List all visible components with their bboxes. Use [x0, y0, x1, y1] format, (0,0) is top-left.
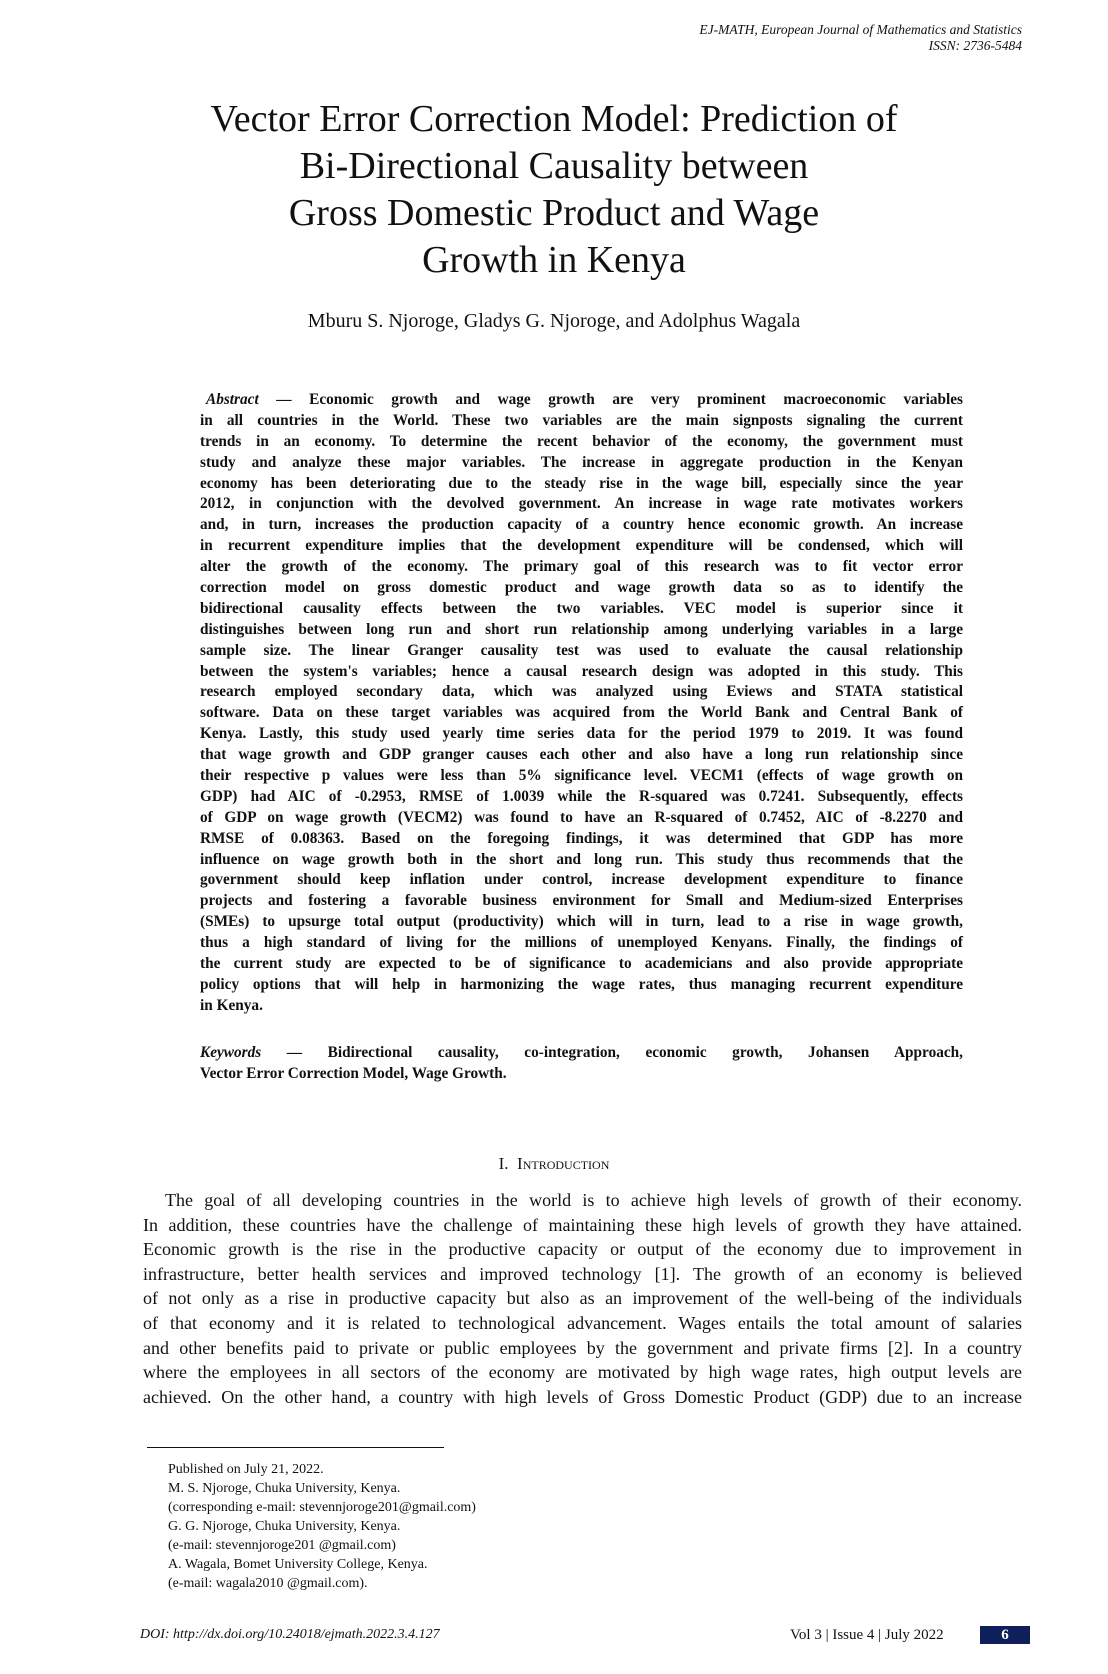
abstract-dash: —	[258, 391, 310, 408]
abstract-text: influence on wage growth both in the short and long run. This study thus recommends that the	[200, 850, 963, 868]
footnote-rule	[147, 1447, 444, 1448]
abstract-text: trends in an economy. To determine the recent behavior of the economy, the government must	[200, 432, 963, 450]
abstract-line	[200, 453, 963, 474]
section-heading	[0, 1154, 1108, 1174]
abstract-text: bidirectional causality effects between the two variables. VEC model is superior since it	[200, 599, 963, 617]
abstract-text: study and analyze these major variables. The increase in aggregate production in the Kenyan	[200, 453, 963, 471]
abstract-text: 2012, in conjunction with the devolved government. An increase in wage rate motivates workers	[200, 495, 963, 513]
journal-name: EJ-MATH, European Journal of Mathematics and Statistics	[699, 22, 1022, 37]
abstract-text: (SMEs) to upsurge total output (productivity) which will in turn, lead to a rise in wage growth,	[200, 913, 963, 931]
abstract-text: distinguishes between long run and short run relationship among underlying variables in a large	[200, 620, 963, 638]
paragraph-line: of not only as a rise in productive capacity but also as an improvement of the well-being of the individuals	[143, 1288, 1022, 1309]
abstract-line	[200, 829, 963, 850]
abstract-line	[200, 557, 963, 578]
abstract-line	[200, 662, 963, 683]
footnote-line: (e-mail: wagala2010 @gmail.com).	[168, 1576, 368, 1591]
abstract	[200, 390, 963, 1017]
abstract-line	[200, 870, 963, 891]
title-line: Vector Error Correction Model: Prediction of	[210, 98, 898, 140]
keywords-label: Keywords	[200, 1044, 262, 1061]
abstract-line	[200, 703, 963, 724]
paragraph-line: Economic growth is the rise in the productive capacity or output of the economy due to improvement in	[143, 1239, 1022, 1260]
abstract-text: Economic growth and wage growth are very prominent macroeconomic variables	[309, 391, 963, 408]
abstract-line	[200, 766, 963, 787]
keywords-line	[200, 1064, 963, 1085]
abstract-line	[200, 494, 963, 515]
abstract-text: their respective p values were less than 5% significance level. VECM1 (effects of wage growth on	[200, 767, 963, 785]
abstract-line	[200, 850, 963, 871]
abstract-text: between the system's variables; hence a causal research design was adopted in this study. This	[200, 662, 963, 680]
keywords	[200, 1043, 963, 1085]
footnote-line: (corresponding e-mail: stevennjoroge201@gmail.com)	[168, 1500, 476, 1515]
abstract-text: RMSE of 0.08363. Based on the foregoing findings, it was determined that GDP has more	[200, 829, 963, 847]
footnote-line: A. Wagala, Bomet University College, Kenya.	[168, 1557, 428, 1572]
abstract-text: software. Data on these target variables was acquired from the World Bank and Central Bank of	[200, 704, 963, 722]
paragraph-line: infrastructure, better health services and improved technology [1]. The growth of an economy is believed	[143, 1263, 1022, 1284]
section-title: Introduction	[517, 1154, 610, 1173]
abstract-line	[200, 432, 963, 453]
title-line: Growth in Kenya	[422, 239, 686, 281]
journal-issn: ISSN: 2736-5484	[928, 38, 1022, 53]
paper-title	[0, 96, 1108, 284]
abstract-line	[200, 891, 963, 912]
abstract-text: in Kenya.	[200, 996, 263, 1014]
abstract-text: in all countries in the World. These two variables are the main signposts signaling the current	[200, 411, 963, 429]
abstract-text: GDP) had AIC of -0.2953, RMSE of 1.0039 while the R-squared was 0.7241. Subsequently, effects	[200, 787, 963, 805]
abstract-text: in recurrent expenditure implies that the development expenditure will be condensed, which will	[200, 537, 963, 555]
footnote-line: Published on July 21, 2022.	[168, 1462, 324, 1477]
abstract-text: projects and fostering a favorable business environment for Small and Medium-sized Enterprises	[200, 892, 963, 910]
footnote-line: (e-mail: stevennjoroge201 @gmail.com)	[168, 1538, 396, 1553]
keywords-dash: —	[261, 1044, 328, 1061]
abstract-text: economy has been deteriorating due to the steady rise in the wage bill, especially since the year	[200, 474, 963, 492]
abstract-line	[200, 641, 963, 662]
paragraph-line: and other benefits paid to private or public employees by the government and private firms [2]. In a country	[143, 1337, 1022, 1358]
abstract-line	[200, 578, 963, 599]
paragraph-line: of that economy and it is related to technological advancement. Wages entails the total amount of salaries	[143, 1312, 1022, 1333]
journal-header	[699, 22, 1022, 54]
abstract-text: government should keep inflation under control, increase development expenditure to finance	[200, 871, 963, 889]
abstract-text: of GDP on wage growth (VECM2) was found to have an R-squared of 0.7452, AIC of -8.2270 and	[200, 808, 963, 826]
abstract-label: Abstract	[206, 391, 259, 408]
abstract-line	[200, 787, 963, 808]
paragraph-line: The goal of all developing countries in the world is to achieve high levels of growth of their economy.	[165, 1190, 1022, 1210]
footnote-line: M. S. Njoroge, Chuka University, Kenya.	[168, 1481, 401, 1496]
doi-link[interactable]: DOI: http://dx.doi.org/10.24018/ejmath.2022.3.4.127	[140, 1627, 440, 1642]
volume-info: Vol 3 | Issue 4 | July 2022	[790, 1627, 944, 1643]
abstract-line	[200, 682, 963, 703]
abstract-text: sample size. The linear Granger causality test was used to evaluate the causal relationship	[200, 641, 963, 659]
abstract-line	[200, 912, 963, 933]
page-number: 6	[980, 1626, 1030, 1644]
abstract-text: policy options that will help in harmonizing the wage rates, thus managing recurrent expenditure	[200, 975, 963, 993]
keywords-line	[200, 1043, 963, 1064]
abstract-text: thus a high standard of living for the millions of unemployed Kenyans. Finally, the findings of	[200, 934, 963, 952]
abstract-line	[200, 975, 963, 996]
abstract-line	[200, 515, 963, 536]
abstract-line	[200, 933, 963, 954]
abstract-line	[200, 954, 963, 975]
keywords-text: Vector Error Correction Model, Wage Growth.	[200, 1064, 507, 1082]
abstract-line	[200, 536, 963, 557]
abstract-line	[200, 996, 963, 1017]
keywords-text: Bidirectional causality, co-integration, economic growth, Johansen Approach,	[327, 1044, 963, 1061]
paragraph-line: achieved. On the other hand, a country with high levels of Gross Domestic Product (GDP) due to an increase	[143, 1386, 1022, 1407]
abstract-text: Kenya. Lastly, this study used yearly time series data for the period 1979 to 2019. It was found	[200, 725, 963, 743]
abstract-text: the current study are expected to be of significance to academicians and also provide appropriate	[200, 955, 963, 973]
abstract-line	[200, 724, 963, 745]
title-line: Bi-Directional Causality between	[299, 145, 809, 187]
footnotes	[168, 1460, 476, 1593]
abstract-text: and, in turn, increases the production capacity of a country hence economic growth. An increase	[200, 516, 963, 534]
paragraph-line: In addition, these countries have the challenge of maintaining these high levels of growth they have attained.	[143, 1214, 1022, 1235]
title-line: Gross Domestic Product and Wage	[288, 192, 820, 234]
abstract-line	[200, 599, 963, 620]
footnote-line: G. G. Njoroge, Chuka University, Kenya.	[168, 1519, 401, 1534]
section-number: I.	[498, 1154, 509, 1173]
abstract-text: alter the growth of the economy. The primary goal of this research was to fit vector error	[200, 558, 963, 576]
paragraph-line: where the employees in all sectors of the economy are motivated by high wage rates, high output levels are	[143, 1362, 1022, 1383]
intro-body	[143, 1188, 1022, 1409]
abstract-line	[200, 808, 963, 829]
abstract-text: that wage growth and GDP granger causes each other and also have a long run relationship since	[200, 746, 963, 764]
abstract-line	[200, 390, 963, 411]
abstract-text: correction model on gross domestic product and wage growth data so as to identify the	[200, 579, 963, 597]
author-list: Mburu S. Njoroge, Gladys G. Njoroge, and Adolphus Wagala	[307, 310, 801, 332]
abstract-line	[200, 411, 963, 432]
abstract-line	[200, 474, 963, 495]
abstract-text: research employed secondary data, which was analyzed using Eviews and STATA statistical	[200, 683, 963, 701]
abstract-line	[200, 745, 963, 766]
abstract-line	[200, 620, 963, 641]
